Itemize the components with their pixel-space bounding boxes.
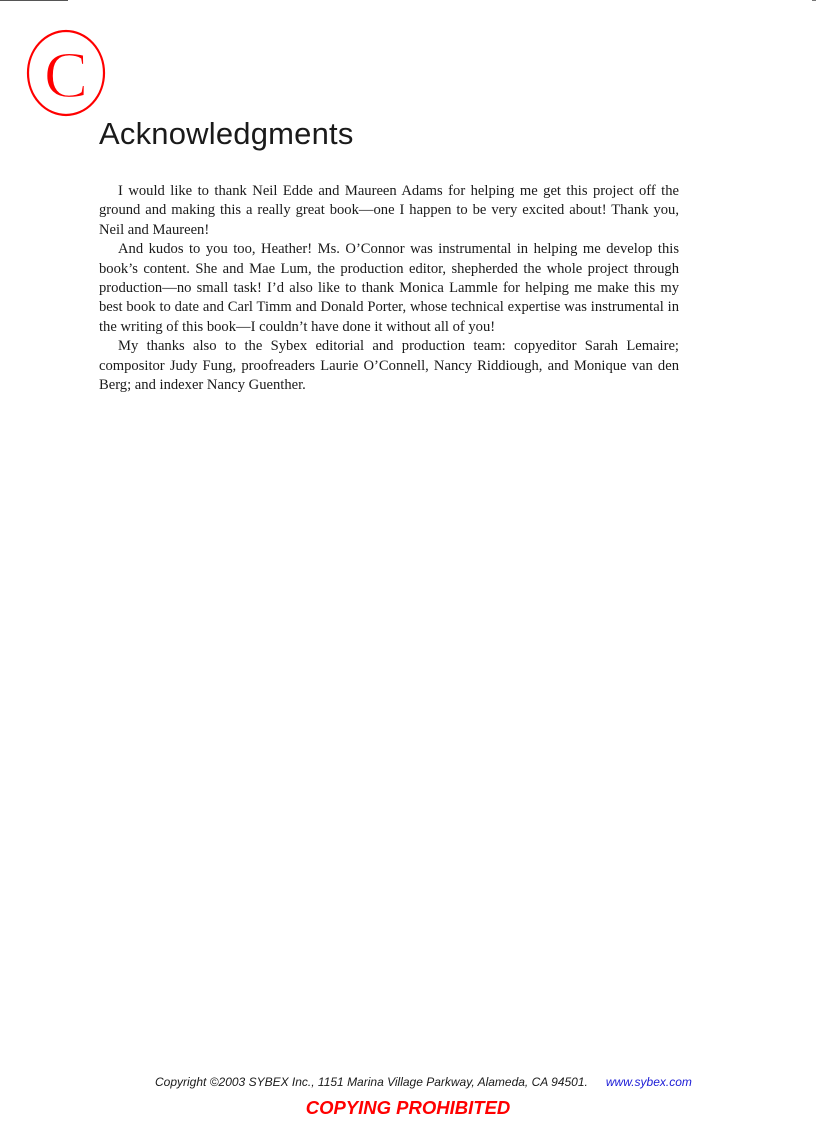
paragraph: I would like to thank Neil Edde and Maureen Adams for helping me get this project off the ground and making this a really great book—one I happen to be very excited about! Thank you, Neil and Maureen!	[99, 183, 679, 238]
copying-prohibited-notice: COPYING PROHIBITED	[305, 1097, 511, 1118]
copyright-seal-letter: C	[43, 39, 89, 112]
body-text	[99, 182, 679, 395]
paragraph: My thanks also to the Sybex editorial and production team: copyeditor Sarah Lemaire; compositor Judy Fung, proofreaders Laurie O’Connell, Nancy Riddiough, and Monique van den Berg; and indexer Nancy Guenther.	[99, 338, 679, 394]
corner-mark	[812, 0, 816, 1]
top-rule	[0, 0, 68, 1]
footer-url-link[interactable]: www.sybex.com	[605, 1075, 692, 1089]
footer-copyright-line	[155, 1074, 692, 1090]
paragraph: And kudos to you too, Heather! Ms. O’Connor was instrumental in helping me develop this book’s content. She and Mae Lum, the production editor, shepherded the whole project through production—no small task! I’d also like to thank Monica Lammle for helping me make this my best book to date and Carl Timm and Donald Porter, whose technical expertise was instrumental in the writing of this book—I couldn’t have done it without all of you!	[99, 241, 679, 335]
copyright-seal	[26, 29, 106, 117]
page-title: Acknowledgments	[99, 116, 354, 151]
footer-copyright: Copyright ©2003 SYBEX Inc., 1151 Marina Village Parkway, Alameda, CA 94501.	[155, 1075, 588, 1089]
